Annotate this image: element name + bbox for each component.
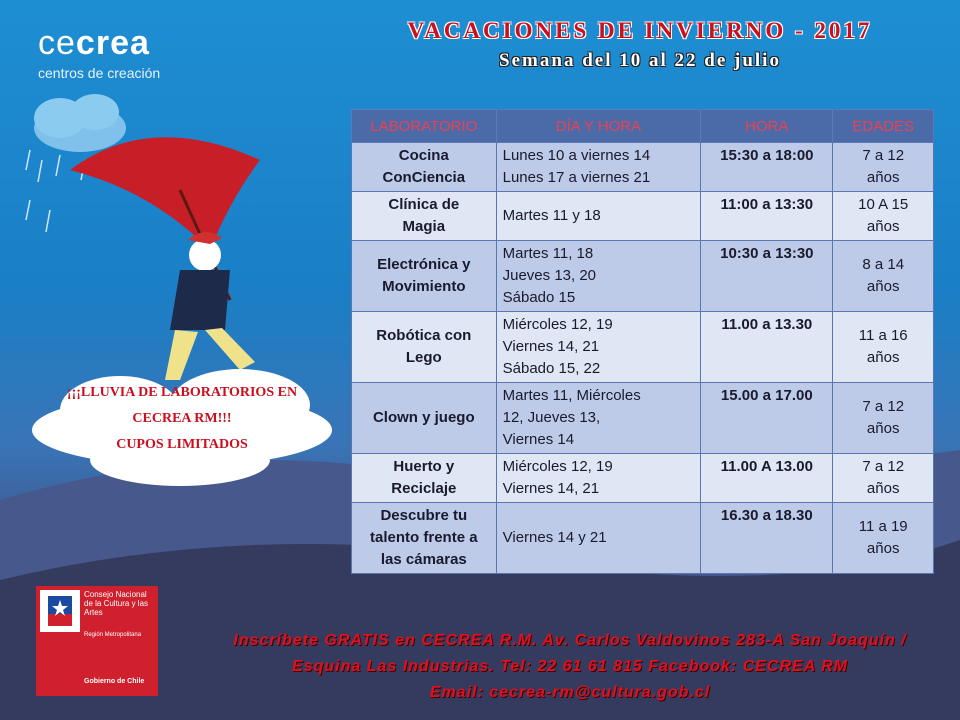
cell-laboratorio-line: Clínica de bbox=[388, 196, 460, 213]
cell-laboratorio bbox=[352, 503, 497, 574]
cloud-line-2: CECREA RM!!! bbox=[132, 411, 232, 426]
cell-dia-line: Lunes 10 a viernes 14 bbox=[502, 147, 651, 164]
logo-brand-bold: crea bbox=[75, 24, 150, 62]
cell-hora bbox=[701, 143, 833, 192]
cell-hora bbox=[701, 383, 833, 454]
cell-edad bbox=[833, 454, 934, 503]
cell-dia-line: Martes 11, 18 bbox=[502, 245, 594, 262]
cell-hora-line: 11:00 a 13:30 bbox=[720, 196, 814, 213]
header-dia-hora: DÍA Y HORA bbox=[496, 110, 701, 143]
cell-laboratorio bbox=[352, 241, 497, 312]
table-row bbox=[352, 192, 934, 241]
cell-edad-line: 11 a 19 bbox=[858, 518, 908, 535]
cell-dia-line: Martes 11 y 18 bbox=[502, 207, 601, 224]
cell-edad-line: 10 A 15 bbox=[858, 196, 909, 213]
cell-hora-line: 11.00 A 13.00 bbox=[720, 458, 813, 475]
cell-laboratorio-line: Movimiento bbox=[382, 278, 466, 295]
table-row bbox=[352, 503, 934, 574]
cell-hora bbox=[701, 503, 833, 574]
cell-edad-line: años bbox=[866, 169, 900, 186]
cell-dia bbox=[496, 143, 701, 192]
cell-dia bbox=[496, 192, 701, 241]
cell-dia-line: Viernes 14, 21 bbox=[502, 338, 600, 355]
title-line-1: VACACIONES DE INVIERNO - 2017 bbox=[407, 18, 873, 43]
cloud-line-1: ¡¡¡LLUVIA DE LABORATORIOS EN bbox=[66, 385, 298, 400]
cell-dia bbox=[496, 454, 701, 503]
cell-dia-line: Sábado 15, 22 bbox=[502, 360, 601, 377]
cell-edad-line: 7 a 12 bbox=[862, 458, 905, 475]
cell-laboratorio-line: Robótica con bbox=[376, 327, 472, 344]
cell-edad-line: años bbox=[866, 540, 900, 557]
header-edades: EDADES bbox=[833, 110, 934, 143]
cell-dia-line: Viernes 14 bbox=[502, 431, 575, 448]
coat-of-arms-icon bbox=[40, 590, 80, 632]
cell-hora-line: 15.00 a 17.00 bbox=[720, 387, 813, 404]
cell-edad bbox=[833, 143, 934, 192]
table-row bbox=[352, 312, 934, 383]
cell-dia-line: Viernes 14 y 21 bbox=[502, 529, 607, 546]
cell-edad-line: años bbox=[866, 349, 900, 366]
cell-laboratorio-line: Magia bbox=[402, 218, 446, 235]
table-row bbox=[352, 383, 934, 454]
cell-hora bbox=[701, 312, 833, 383]
umbrella-figure-icon bbox=[70, 137, 260, 380]
cloud-message bbox=[34, 380, 330, 458]
cell-laboratorio-line: Reciclaje bbox=[391, 480, 457, 497]
table-header-row bbox=[352, 110, 934, 143]
schedule-table bbox=[351, 109, 934, 574]
cell-edad bbox=[833, 383, 934, 454]
cell-laboratorio-line: talento frente a bbox=[370, 529, 478, 546]
cell-hora-line: 11.00 a 13.30 bbox=[721, 316, 813, 333]
cell-dia-line: Lunes 17 a viernes 21 bbox=[502, 169, 651, 186]
cell-hora bbox=[701, 192, 833, 241]
cell-laboratorio-line: ConCiencia bbox=[382, 169, 466, 186]
cell-hora-line: 15:30 a 18:00 bbox=[720, 147, 814, 164]
cell-dia-line: Miércoles 12, 19 bbox=[502, 316, 613, 333]
cell-laboratorio-line: Clown y juego bbox=[372, 409, 475, 426]
cell-laboratorio-line: las cámaras bbox=[380, 551, 467, 568]
cell-edad-line: años bbox=[866, 420, 900, 437]
logo-brand-plain: ce bbox=[38, 24, 76, 62]
cell-edad bbox=[833, 192, 934, 241]
footer-line-2: Esquina Las Industrias. Tel: 22 61 61 815 Facebook: CECREA RM bbox=[292, 658, 848, 675]
cell-edad-line: años bbox=[866, 218, 900, 235]
gov-council-name: Consejo Nacional de la Cultura y las Artes bbox=[84, 590, 149, 617]
cell-edad-line: años bbox=[866, 480, 900, 497]
cell-dia-line: Miércoles 12, 19 bbox=[502, 458, 613, 475]
cell-dia bbox=[496, 312, 701, 383]
cell-laboratorio-line: Huerto y bbox=[393, 458, 455, 475]
cell-edad-line: 11 a 16 bbox=[858, 327, 908, 344]
cell-hora bbox=[701, 454, 833, 503]
cell-edad bbox=[833, 503, 934, 574]
cecrea-logo bbox=[38, 24, 160, 81]
cell-dia-line: Jueves 13, 20 bbox=[502, 267, 597, 284]
cell-dia-line: 12, Jueves 13, bbox=[502, 409, 601, 426]
cell-dia-line: Viernes 14, 21 bbox=[502, 480, 600, 497]
cell-hora-line: 10:30 a 13:30 bbox=[720, 245, 814, 262]
header-hora: HORA bbox=[701, 110, 833, 143]
cell-hora bbox=[701, 241, 833, 312]
footer-line-3: Email: cecrea-rm@cultura.gob.cl bbox=[429, 684, 711, 701]
cell-edad bbox=[833, 312, 934, 383]
cell-laboratorio bbox=[352, 454, 497, 503]
gov-chile: Gobierno de Chile bbox=[84, 678, 145, 685]
footer-contact bbox=[180, 628, 960, 706]
cell-edad-line: 8 a 14 bbox=[862, 256, 905, 273]
cell-edad-line: 7 a 12 bbox=[862, 147, 905, 164]
cell-dia-line: Sábado 15 bbox=[502, 289, 576, 306]
cell-laboratorio bbox=[352, 192, 497, 241]
cell-dia bbox=[496, 503, 701, 574]
government-logo bbox=[36, 586, 158, 696]
table-row bbox=[352, 143, 934, 192]
table-row bbox=[352, 454, 934, 503]
cell-edad-line: años bbox=[866, 278, 900, 295]
cloud-line-3: CUPOS LIMITADOS bbox=[116, 437, 248, 452]
page-title bbox=[360, 18, 920, 72]
cell-dia bbox=[496, 241, 701, 312]
cell-edad bbox=[833, 241, 934, 312]
cell-laboratorio-line: Cocina bbox=[398, 147, 449, 164]
gov-region: Región Metropolitana bbox=[84, 632, 142, 638]
cell-dia-line: Martes 11, Miércoles bbox=[502, 387, 641, 404]
cell-laboratorio-line: Electrónica y bbox=[377, 256, 471, 273]
cell-laboratorio bbox=[352, 143, 497, 192]
cell-dia bbox=[496, 383, 701, 454]
footer-line-1: Inscríbete GRATIS en CECREA R.M. Av. Carlos Valdovinos 283-A San Joaquín / bbox=[233, 632, 907, 649]
cell-laboratorio bbox=[352, 383, 497, 454]
cell-laboratorio bbox=[352, 312, 497, 383]
cell-laboratorio-line: Descubre tu bbox=[380, 507, 468, 524]
header-laboratorio: LABORATORIO bbox=[352, 110, 497, 143]
cell-laboratorio-line: Lego bbox=[405, 349, 442, 366]
table-row bbox=[352, 241, 934, 312]
title-line-2: Semana del 10 al 22 de julio bbox=[499, 50, 781, 71]
cell-edad-line: 7 a 12 bbox=[862, 398, 905, 415]
logo-subtitle: centros de creación bbox=[38, 65, 161, 81]
cell-hora-line: 16.30 a 18.30 bbox=[720, 507, 813, 524]
